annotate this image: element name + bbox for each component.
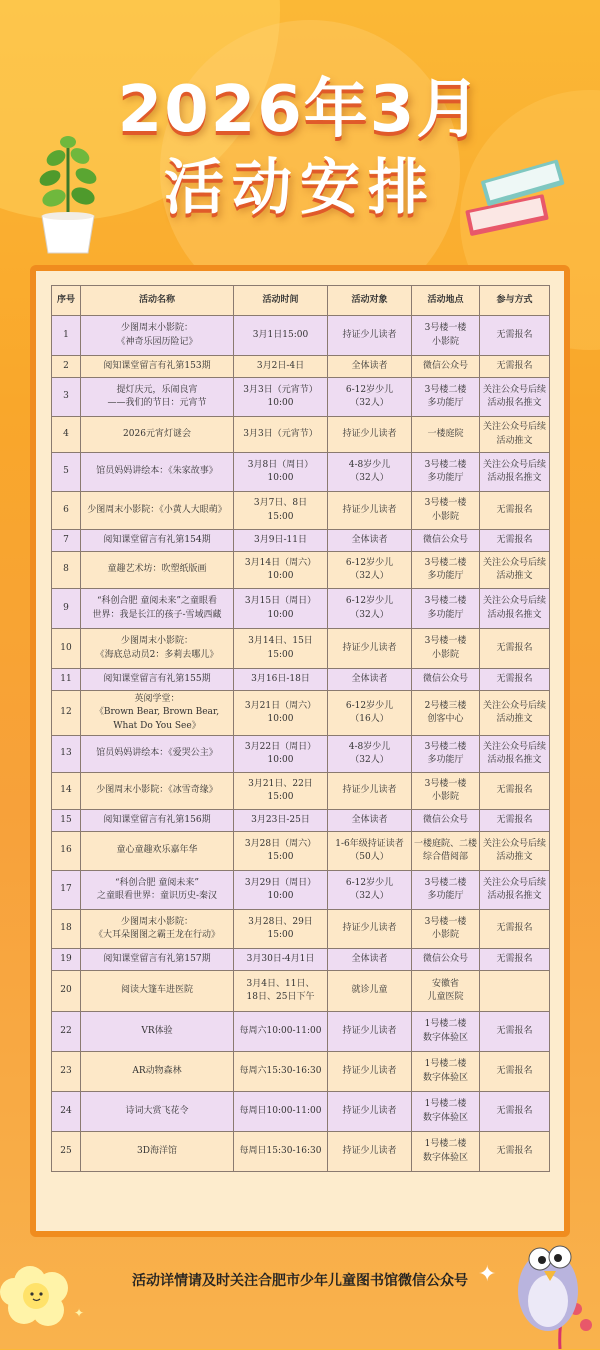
cell-audience: 持证少儿读者 [328, 1092, 412, 1132]
cell-time: 3月16日-18日 [234, 669, 328, 691]
cell-signup: 关注公众号后续 活动报名推文 [480, 378, 550, 417]
cell-time: 3月29日（周日） 10:00 [234, 871, 328, 910]
cell-signup [480, 971, 550, 1012]
cell-number: 13 [52, 736, 81, 773]
cell-signup: 无需报名 [480, 910, 550, 949]
cell-signup: 无需报名 [480, 316, 550, 356]
cell-number: 23 [52, 1052, 81, 1092]
cell-time: 每周六15:30-16:30 [234, 1052, 328, 1092]
cell-signup: 关注公众号后续 活动推文 [480, 417, 550, 453]
cell-signup: 关注公众号后续 活动推文 [480, 832, 550, 871]
cell-location: 微信公众号 [412, 669, 480, 691]
cell-number: 4 [52, 417, 81, 453]
table-row [52, 552, 550, 589]
cell-time: 3月4日、11日、 18日、25日下午 [234, 971, 328, 1012]
cell-location: 3号楼二楼 多功能厅 [412, 378, 480, 417]
cell-audience: 持证少儿读者 [328, 773, 412, 810]
cell-activity-name: 馆员妈妈讲绘本：《朱家故事》 [81, 453, 234, 492]
table-row [52, 1092, 550, 1132]
cell-number: 8 [52, 552, 81, 589]
cell-signup: 关注公众号后续 活动报名推文 [480, 871, 550, 910]
cell-audience: 持证少儿读者 [328, 417, 412, 453]
cell-time: 3月14日（周六） 10:00 [234, 552, 328, 589]
cell-signup: 无需报名 [480, 1052, 550, 1092]
page-subtitle: 活动安排 [164, 153, 436, 223]
cell-location: 3号楼二楼 多功能厅 [412, 871, 480, 910]
cell-activity-name: AR动物森林 [81, 1052, 234, 1092]
cell-audience: 持证少儿读者 [328, 316, 412, 356]
cell-number: 10 [52, 629, 81, 669]
sparkle-icon: ✦ [478, 1262, 497, 1287]
cell-location: 3号楼二楼 多功能厅 [412, 736, 480, 773]
table-row [52, 1052, 550, 1092]
cell-audience: 持证少儿读者 [328, 492, 412, 530]
cell-location: 2号楼三楼 创客中心 [412, 691, 480, 736]
cell-number: 15 [52, 810, 81, 832]
cell-activity-name: VR体验 [81, 1012, 234, 1052]
cell-location: 3号楼一楼 小影院 [412, 910, 480, 949]
cell-number: 19 [52, 949, 81, 971]
cell-audience: 就诊儿童 [328, 971, 412, 1012]
potted-plant-icon [28, 128, 108, 258]
cell-audience: 全体读者 [328, 669, 412, 691]
cell-time: 3月14日、15日 15:00 [234, 629, 328, 669]
cell-location: 1号楼二楼 数字体验区 [412, 1052, 480, 1092]
cell-audience: 6-12岁少儿 （32人） [328, 871, 412, 910]
cell-location: 微信公众号 [412, 356, 480, 378]
cell-number: 3 [52, 378, 81, 417]
column-header: 活动对象 [328, 286, 412, 316]
cell-activity-name: 阅知课堂留言有礼第153期 [81, 356, 234, 378]
cell-location: 3号楼二楼 多功能厅 [412, 589, 480, 629]
cell-activity-name: 少图周末小影院：《小黄人大眼萌》 [81, 492, 234, 530]
cell-location: 微信公众号 [412, 530, 480, 552]
cell-number: 17 [52, 871, 81, 910]
cell-location: 3号楼一楼 小影院 [412, 773, 480, 810]
cell-activity-name: 提灯庆元，乐闹良宵 ——我们的节日：元宵节 [81, 378, 234, 417]
cell-signup: 无需报名 [480, 949, 550, 971]
column-header: 活动时间 [234, 286, 328, 316]
cell-audience: 持证少儿读者 [328, 1012, 412, 1052]
cell-activity-name: 英阅学堂： 《Brown Bear, Brown Bear, What Do You See》 [81, 691, 234, 736]
cell-location: 3号楼一楼 小影院 [412, 316, 480, 356]
cell-location: 一楼庭院 [412, 417, 480, 453]
table-row [52, 1012, 550, 1052]
footer-note: 活动详情请及时关注合肥市少年儿童图书馆微信公众号 [132, 1273, 468, 1289]
cell-location: 微信公众号 [412, 810, 480, 832]
table-row [52, 356, 550, 378]
cell-activity-name: 阅知课堂留言有礼第157期 [81, 949, 234, 971]
table-row [52, 417, 550, 453]
cell-signup: 无需报名 [480, 492, 550, 530]
cell-signup: 关注公众号后续 活动推文 [480, 691, 550, 736]
table-row [52, 949, 550, 971]
column-header: 活动地点 [412, 286, 480, 316]
cell-time: 3月2日-4日 [234, 356, 328, 378]
cell-number: 5 [52, 453, 81, 492]
cell-time: 3月15日（周日） 10:00 [234, 589, 328, 629]
cell-number: 11 [52, 669, 81, 691]
schedule-table [51, 285, 550, 1172]
table-row [52, 378, 550, 417]
cartoon-bird-icon [500, 1225, 600, 1349]
sparkle-icon: ✦ [74, 1306, 85, 1320]
cell-audience: 6-12岁少儿 （32人） [328, 552, 412, 589]
cell-signup: 关注公众号后续 活动报名推文 [480, 589, 550, 629]
cell-signup: 关注公众号后续 活动报名推文 [480, 736, 550, 773]
cell-audience: 1-6年级持证读者 （50人） [328, 832, 412, 871]
cell-activity-name: 童心童趣欢乐嘉年华 [81, 832, 234, 871]
cell-audience: 全体读者 [328, 530, 412, 552]
cell-activity-name: 馆员妈妈讲绘本：《爱哭公主》 [81, 736, 234, 773]
cell-number: 25 [52, 1132, 81, 1172]
cell-number: 9 [52, 589, 81, 629]
cell-time: 3月9日-11日 [234, 530, 328, 552]
cell-time: 3月3日（元宵节） 10:00 [234, 378, 328, 417]
cell-location: 3号楼一楼 小影院 [412, 492, 480, 530]
cell-time: 3月30日-4月1日 [234, 949, 328, 971]
cell-activity-name: 诗词大赏飞花令 [81, 1092, 234, 1132]
cell-number: 22 [52, 1012, 81, 1052]
cell-signup: 无需报名 [480, 1012, 550, 1052]
cell-number: 16 [52, 832, 81, 871]
table-row [52, 736, 550, 773]
cell-activity-name: 阅知课堂留言有礼第154期 [81, 530, 234, 552]
cell-activity-name: 阅知课堂留言有礼第156期 [81, 810, 234, 832]
cell-location: 1号楼二楼 数字体验区 [412, 1092, 480, 1132]
cell-signup: 关注公众号后续 活动报名推文 [480, 453, 550, 492]
cell-activity-name: 少图周末小影院：《冰雪奇缘》 [81, 773, 234, 810]
cell-location: 1号楼二楼 数字体验区 [412, 1132, 480, 1172]
table-header-row [52, 286, 550, 316]
cell-number: 20 [52, 971, 81, 1012]
cell-audience: 持证少儿读者 [328, 1132, 412, 1172]
cell-location: 3号楼二楼 多功能厅 [412, 552, 480, 589]
cell-activity-name: “科创合肥 童阅未来” 之童眼看世界：童识历史-秦汉 [81, 871, 234, 910]
cell-signup: 无需报名 [480, 773, 550, 810]
cell-time: 3月28日、29日 15:00 [234, 910, 328, 949]
cell-audience: 4-8岁少儿 （32人） [328, 736, 412, 773]
cell-signup: 无需报名 [480, 1132, 550, 1172]
cell-number: 24 [52, 1092, 81, 1132]
cell-audience: 全体读者 [328, 949, 412, 971]
cell-time: 3月23日-25日 [234, 810, 328, 832]
cell-activity-name: 阅知课堂留言有礼第155期 [81, 669, 234, 691]
cell-audience: 全体读者 [328, 810, 412, 832]
cell-time: 每周六10:00-11:00 [234, 1012, 328, 1052]
cell-time: 每周日10:00-11:00 [234, 1092, 328, 1132]
cell-audience: 4-8岁少儿 （32人） [328, 453, 412, 492]
table-row [52, 691, 550, 736]
cell-time: 3月21日、22日 15:00 [234, 773, 328, 810]
cell-number: 12 [52, 691, 81, 736]
table-row [52, 669, 550, 691]
cell-number: 7 [52, 530, 81, 552]
cell-audience: 持证少儿读者 [328, 1052, 412, 1092]
cell-time: 每周日15:30-16:30 [234, 1132, 328, 1172]
cell-activity-name: 童趣艺术坊：吹塑纸版画 [81, 552, 234, 589]
page-title: 2026年3月 [117, 73, 483, 147]
column-header: 参与方式 [480, 286, 550, 316]
table-row [52, 871, 550, 910]
table-row [52, 971, 550, 1012]
cell-time: 3月7日、8日 15:00 [234, 492, 328, 530]
cell-time: 3月22日（周日） 10:00 [234, 736, 328, 773]
cell-signup: 无需报名 [480, 669, 550, 691]
cell-audience: 6-12岁少儿 （32人） [328, 589, 412, 629]
cell-time: 3月21日（周六） 10:00 [234, 691, 328, 736]
cell-number: 18 [52, 910, 81, 949]
cell-audience: 持证少儿读者 [328, 629, 412, 669]
table-row [52, 773, 550, 810]
cell-location: 微信公众号 [412, 949, 480, 971]
cell-audience: 6-12岁少儿 （32人） [328, 378, 412, 417]
cell-number: 1 [52, 316, 81, 356]
table-row [52, 832, 550, 871]
cell-activity-name: 阅读大篷车进医院 [81, 971, 234, 1012]
cell-activity-name: 3D海洋馆 [81, 1132, 234, 1172]
cell-audience: 6-12岁少儿 （16人） [328, 691, 412, 736]
flower-icon [0, 1250, 90, 1350]
cell-activity-name: 少图周末小影院： 《海底总动员2：多莉去哪儿》 [81, 629, 234, 669]
cell-activity-name: 少图周末小影院： 《大耳朵图图之霸王龙在行动》 [81, 910, 234, 949]
books-icon [455, 150, 575, 240]
cell-number: 6 [52, 492, 81, 530]
cell-number: 14 [52, 773, 81, 810]
table-row [52, 530, 550, 552]
cell-location: 安徽省 儿童医院 [412, 971, 480, 1012]
table-row [52, 492, 550, 530]
cell-location: 一楼庭院、二楼 综合借阅部 [412, 832, 480, 871]
cell-signup: 无需报名 [480, 629, 550, 669]
cell-signup: 无需报名 [480, 356, 550, 378]
cell-signup: 关注公众号后续 活动推文 [480, 552, 550, 589]
cell-activity-name: 2026元宵灯谜会 [81, 417, 234, 453]
cell-signup: 无需报名 [480, 1092, 550, 1132]
cell-audience: 持证少儿读者 [328, 910, 412, 949]
table-row [52, 910, 550, 949]
cell-time: 3月8日（周日） 10:00 [234, 453, 328, 492]
cell-time: 3月28日（周六） 15:00 [234, 832, 328, 871]
column-header: 活动名称 [81, 286, 234, 316]
table-row [52, 1132, 550, 1172]
cell-location: 3号楼二楼 多功能厅 [412, 453, 480, 492]
table-row [52, 810, 550, 832]
cell-location: 3号楼一楼 小影院 [412, 629, 480, 669]
table-row [52, 453, 550, 492]
table-row [52, 316, 550, 356]
table-row [52, 629, 550, 669]
cell-time: 3月3日（元宵节） [234, 417, 328, 453]
cell-activity-name: 少图周末小影院： 《神奇乐园历险记》 [81, 316, 234, 356]
column-header: 序号 [52, 286, 81, 316]
cell-activity-name: “科创合肥 童阅未来”之童眼看 世界：我是长江的孩子-雪域西藏 [81, 589, 234, 629]
cell-number: 2 [52, 356, 81, 378]
cell-audience: 全体读者 [328, 356, 412, 378]
table-row [52, 589, 550, 629]
cell-signup: 无需报名 [480, 530, 550, 552]
cell-signup: 无需报名 [480, 810, 550, 832]
cell-time: 3月1日15:00 [234, 316, 328, 356]
cell-location: 1号楼二楼 数字体验区 [412, 1012, 480, 1052]
